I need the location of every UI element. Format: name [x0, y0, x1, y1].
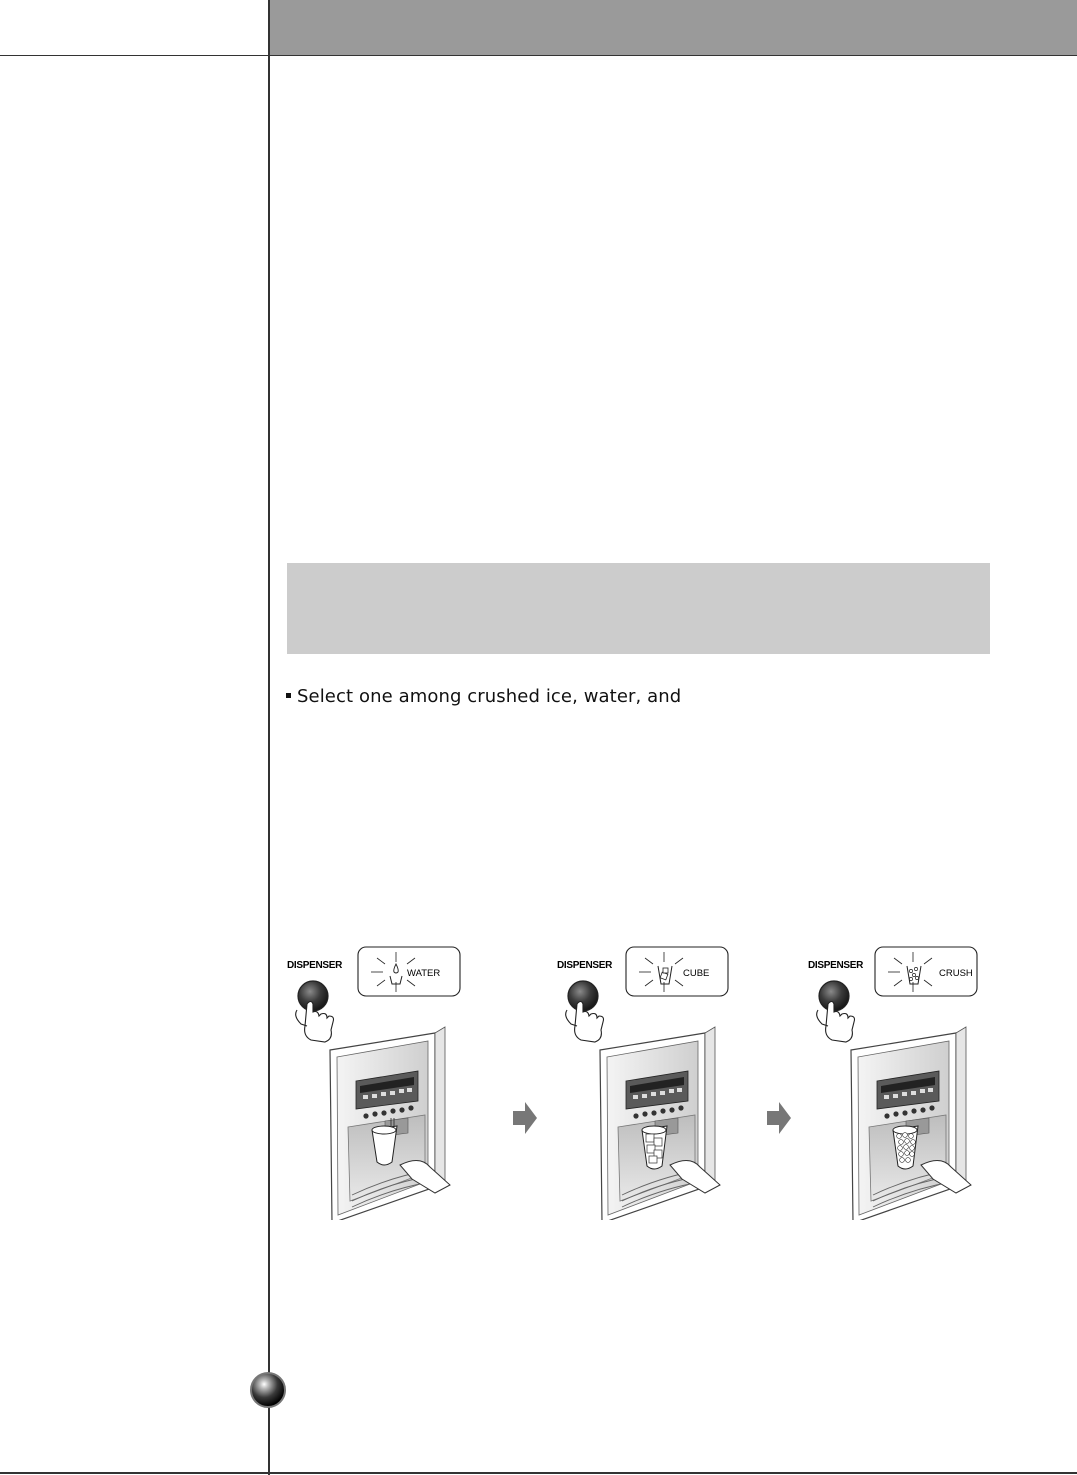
- mode-label: CRUSH: [939, 968, 973, 979]
- header-divider: [0, 55, 269, 56]
- dispenser-label: DISPENSER: [287, 960, 343, 971]
- dispenser-illustration: [280, 940, 1000, 1220]
- arrow-icon: [513, 1102, 537, 1134]
- header-band: [269, 0, 1077, 56]
- dispenser-label: DISPENSER: [808, 960, 864, 971]
- footer-rule: [0, 1472, 1077, 1474]
- dispenser-button: [817, 981, 855, 1042]
- panel-crush: [808, 947, 977, 1220]
- instruction-label: Select one among crushed ice, water, and: [297, 686, 682, 707]
- bullet-icon: [286, 693, 291, 698]
- instruction-text: [286, 686, 681, 707]
- panel-cube: [557, 947, 728, 1220]
- page-marker-icon: [250, 1372, 286, 1408]
- mode-label: CUBE: [683, 968, 710, 979]
- dispenser-button: [296, 981, 334, 1042]
- mode-label: WATER: [407, 968, 441, 979]
- margin-rule: [268, 0, 270, 1475]
- mode-display: [626, 947, 728, 996]
- dispenser-label: DISPENSER: [557, 960, 613, 971]
- arrow-icon: [767, 1102, 791, 1134]
- panel-water: [287, 947, 460, 1220]
- dispenser-button: [566, 981, 604, 1042]
- note-box: [287, 563, 990, 654]
